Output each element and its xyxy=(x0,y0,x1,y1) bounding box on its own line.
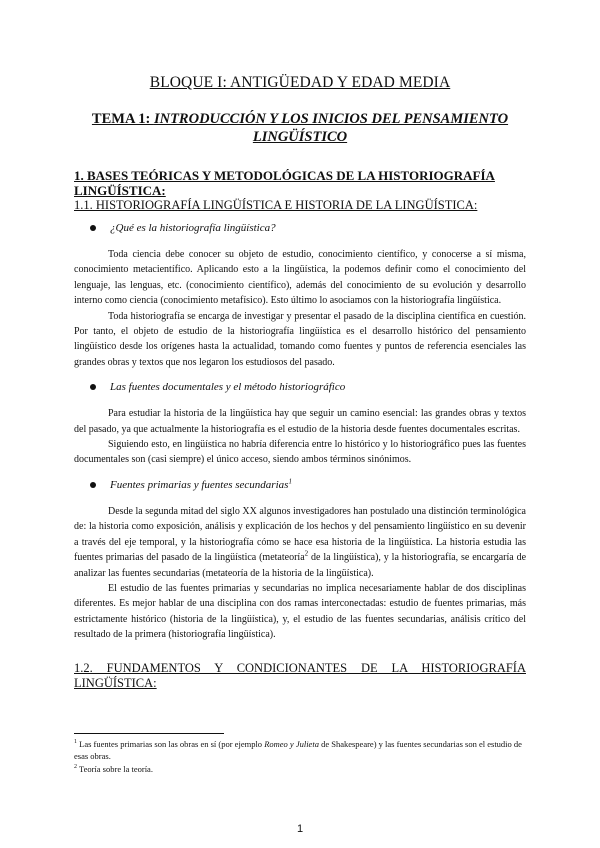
footnote-2 xyxy=(74,764,526,776)
footnote-1 xyxy=(74,739,526,762)
subsection-1-2-heading: 1.2. FUNDAMENTOS Y CONDICIONANTES DE LA HISTORIOGRAFÍA LINGÜÍSTICA: xyxy=(74,660,526,690)
bullet-label: Fuentes primarias y fuentes secundarias xyxy=(110,478,289,491)
tema-title-text: INTRODUCCIÓN Y LOS INICIOS DEL PENSAMIENTO LINGÜÍSTICO xyxy=(153,111,509,145)
bullet-historiografia xyxy=(74,221,526,235)
paragraph-text: Desde la segunda mitad del siglo XX algunos investigadores han postulado una distinción terminológica de: la historia como exposición, análisis y explicación de los hechos y del pensamiento lingüístico en su devenir a través del eje temporal, y la historiografía cómo se hace esa historia de la lingüística. La historia estudia las fuentes primarias del pasado de la lingüística (metateoría xyxy=(74,505,526,564)
bullet-label: ¿Qué es la historiografía lingüística? xyxy=(110,222,276,234)
bullet-icon xyxy=(90,384,96,390)
tema-title xyxy=(74,110,526,146)
paragraph: Siguiendo esto, en lingüística no habría diferencia entre lo histórico y lo historiográfico pues las fuentes documentales son (casi siempre) el único acceso, siendo ambos términos sinónimos. xyxy=(74,439,526,466)
subsection-1-1-heading: 1.1. HISTORIOGRAFÍA LINGÜÍSTICA E HISTORIA DE LA LINGÜÍSTICA: xyxy=(74,198,478,212)
paragraph xyxy=(74,504,526,581)
page-body xyxy=(74,70,526,699)
footnote-italic: Romeo y Julieta xyxy=(264,739,319,749)
paragraph: Toda historiografía se encarga de investigar y presentar el pasado de la disciplina científica en cuestión. Por tanto, el objeto de estudio de la historiografía lingüística es el desarrollo histórico del pensamiento lingüístico desde los orígenes hasta la actualidad, tomando como fuentes y puntos de referencia esenciales las grandes obras y textos que nos legaron los estudiosos del pasado. xyxy=(74,310,526,368)
bullet-icon xyxy=(90,482,96,488)
paragraph: El estudio de las fuentes primarias y secundarias no implica necesariamente hablar de dos disciplinas diferentes. Es mejor hablar de una disciplina con dos ramas interconectadas: estudio de fuentes primarias, más estrictamente histórico (historia de la lingüística), y, el estudio de las fuentes secundarias, análisis crítico del resultado de la primera (historiografía lingüística). xyxy=(74,582,526,641)
footnote-text: Las fuentes primarias son las obras en sí (por ejemplo xyxy=(77,739,265,749)
paragraph: Para estudiar la historia de la lingüística hay que seguir un camino esencial: las grandes obras y textos del pasado, ya que actualmente la historiografía es el estudio de la historia desde fuentes documentales escritas. xyxy=(74,408,526,435)
bloque-title: BLOQUE I: ANTIGÜEDAD Y EDAD MEDIA xyxy=(149,74,451,91)
bullet-icon xyxy=(90,225,96,231)
bullet-label: Las fuentes documentales y el método historiográfico xyxy=(110,381,346,394)
footnote-text: Teoría sobre la teoría. xyxy=(77,764,153,774)
bullet-fuentes-primarias xyxy=(74,478,526,492)
section-1-heading: 1. BASES TEÓRICAS Y METODOLÓGICAS DE LA HISTORIOGRAFÍA LINGÜÍSTICA: xyxy=(74,168,495,198)
page-number: 1 xyxy=(296,823,304,835)
paragraph: Toda ciencia debe conocer su objeto de estudio, conocimiento científico, y conocerse a sí misma, conocimiento metacientífico. Aplicando esto a la lingüística, la podemos definir como el conocimiento del lenguaje, las lenguas, etc. (conocimiento científico), además del conocimiento de su evolución y desarrollo interno como ciencia (conocimiento metafísico). Esto último lo asociamos con la historiografía lingüística. xyxy=(74,249,526,307)
paragraph-text: de la lingüística), y la historiografía, se encargaría de analizar las fuentes secundarias (metateoría de la historia de la lingüística). xyxy=(74,552,527,579)
footnote-ref-2[interactable]: 2 xyxy=(304,549,309,558)
footnote-separator xyxy=(74,733,224,734)
bullet-fuentes-documentales xyxy=(74,380,526,394)
tema-prefix: TEMA 1: xyxy=(91,111,154,127)
footnote-ref-1[interactable]: 1 xyxy=(288,477,292,486)
footnote-text: de Shakespeare) y las fuentes secundarias son el estudio de esas obras. xyxy=(74,739,522,761)
footnotes xyxy=(74,739,526,778)
footnote-number: 1 xyxy=(74,739,77,746)
footnote-number: 2 xyxy=(74,764,77,771)
